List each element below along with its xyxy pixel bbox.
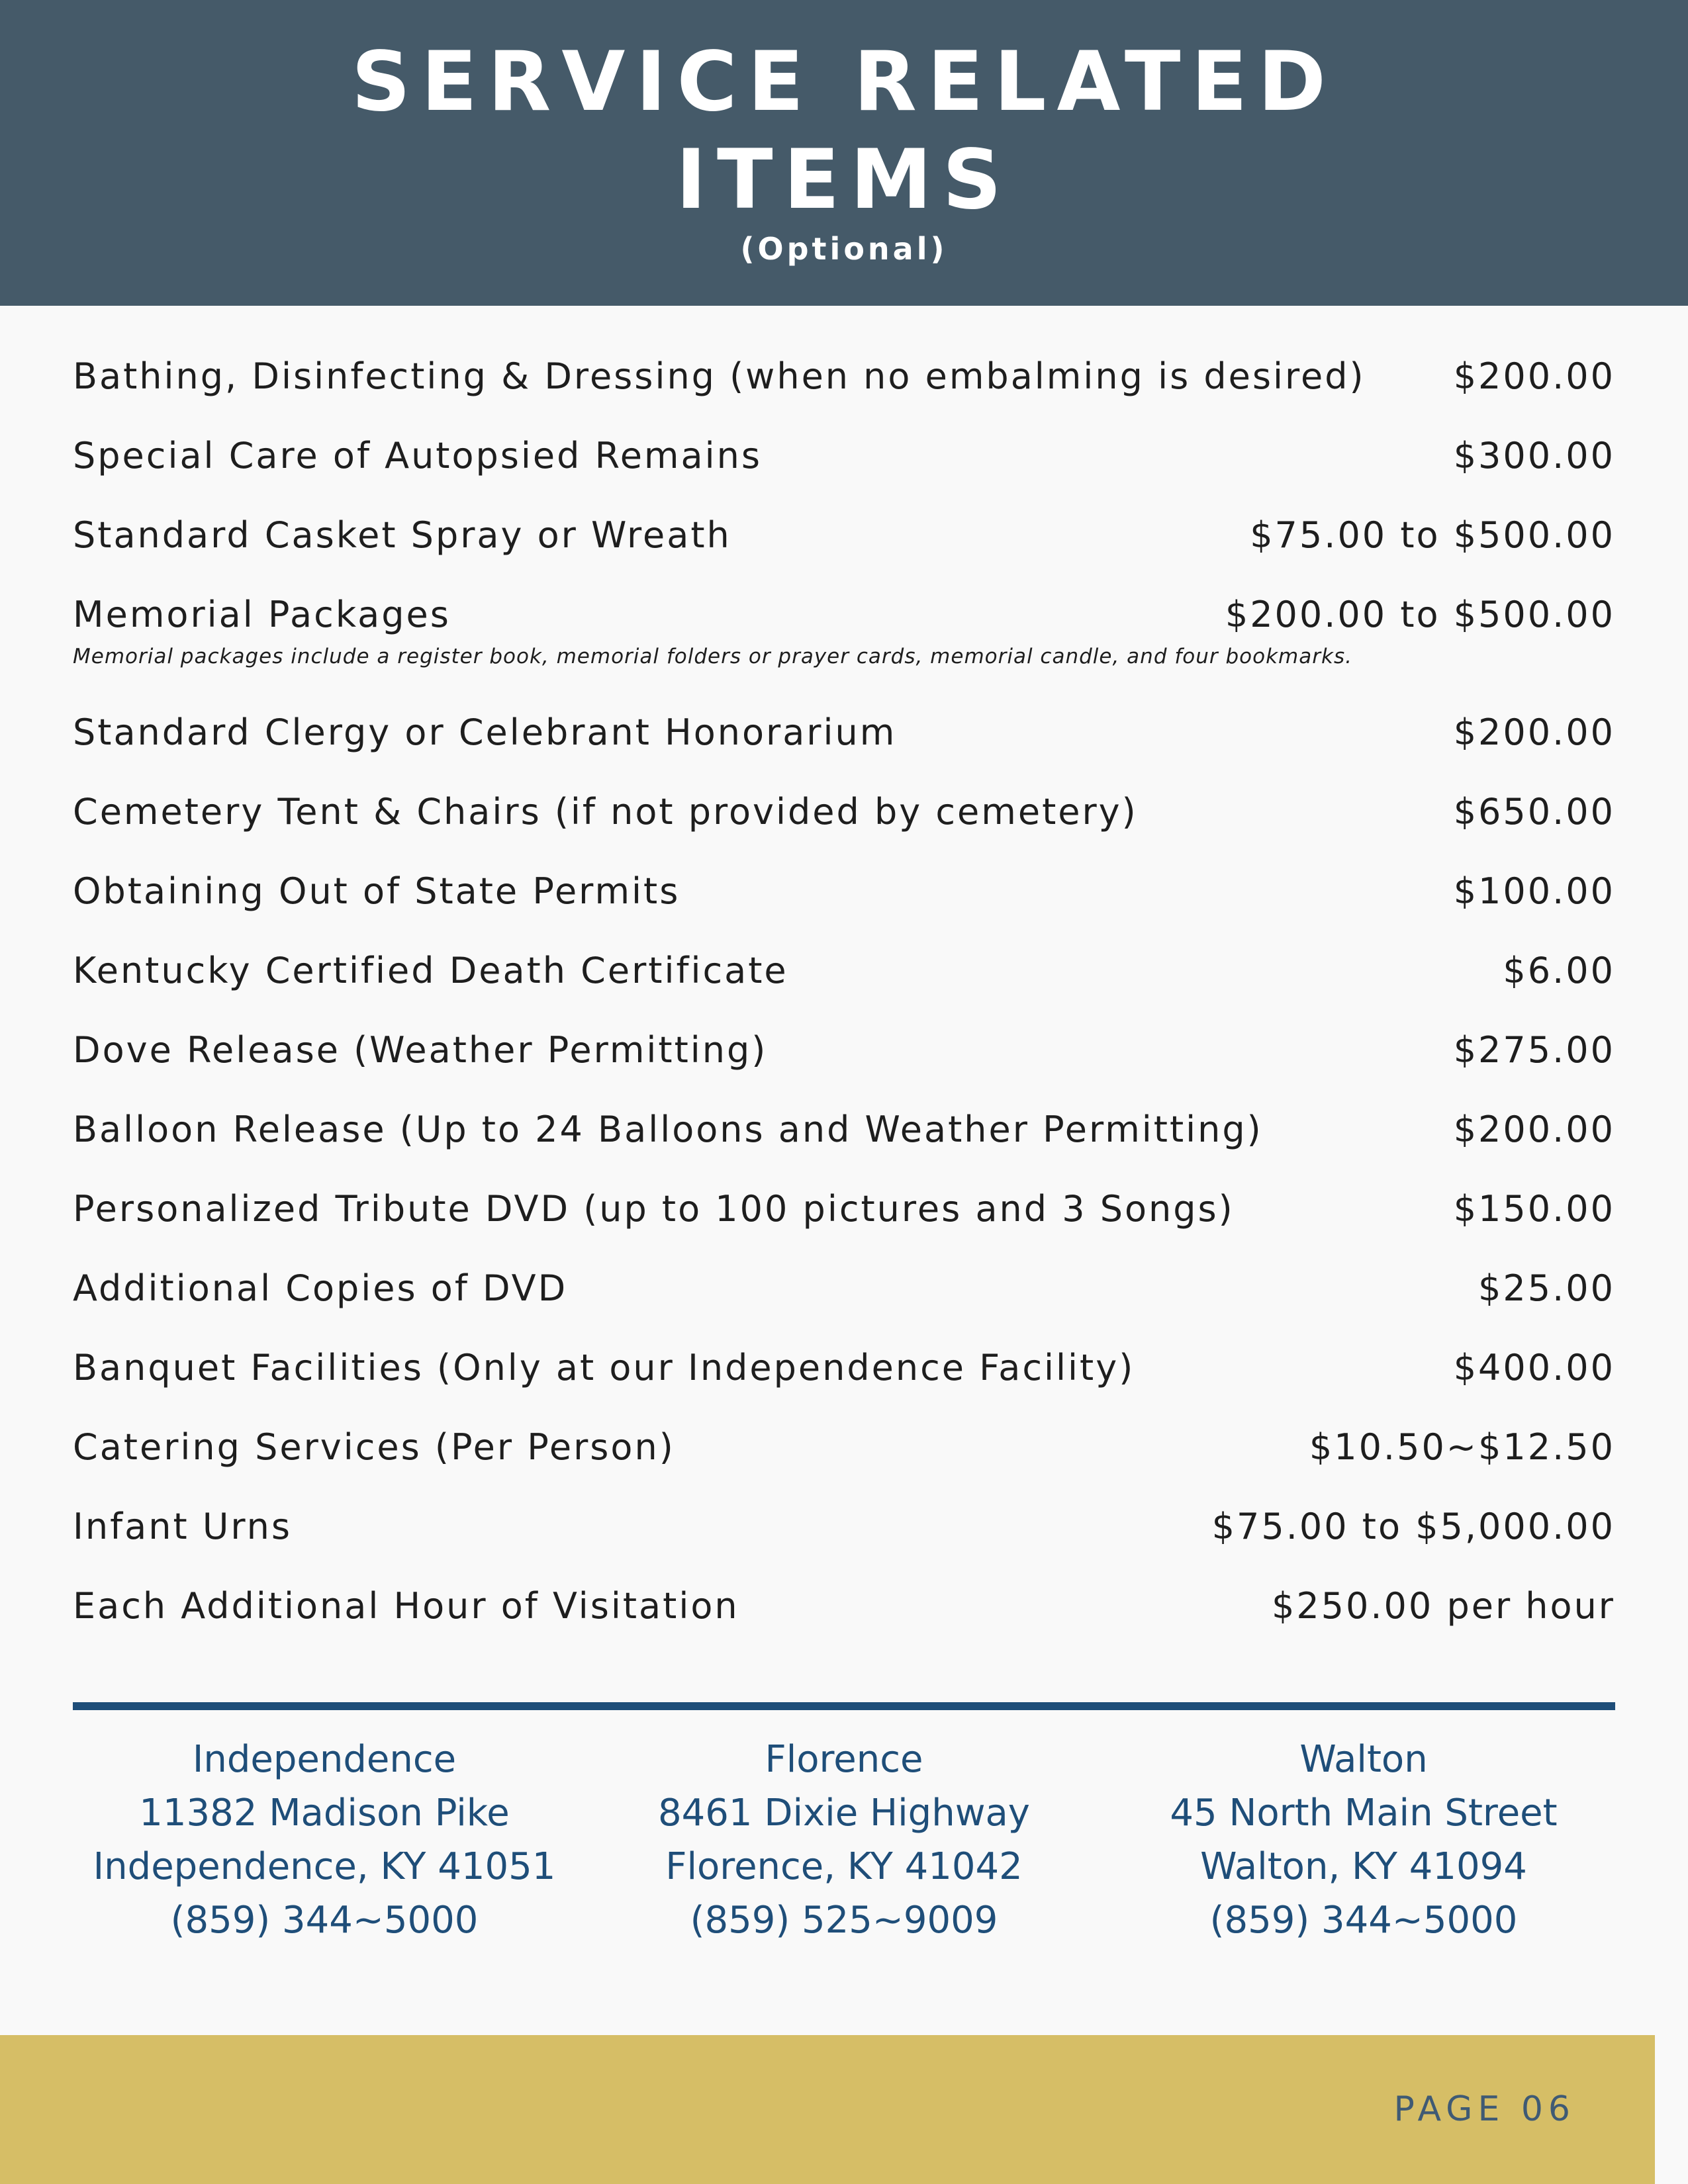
item-name: Catering Services (Per Person) [73, 1426, 675, 1468]
location-name: Walton [1299, 1738, 1428, 1781]
price-row [73, 772, 1615, 851]
item-name: Standard Clergy or Celebrant Honorarium [73, 711, 897, 753]
item-name: Balloon Release (Up to 24 Balloons and Weather Permitting) [73, 1108, 1263, 1150]
page-footer [0, 2035, 1655, 2184]
price-row [73, 1566, 1615, 1645]
price-row [73, 692, 1615, 772]
page-number: PAGE 06 [1393, 2089, 1575, 2129]
item-price: $75.00 to $500.00 [1250, 514, 1615, 556]
location-city: Independence, KY 41051 [93, 1845, 556, 1888]
item-name: Infant Urns [73, 1505, 292, 1547]
item-price: $400.00 [1453, 1346, 1615, 1388]
price-row [73, 1248, 1615, 1328]
page-header [0, 0, 1688, 306]
location-city: Walton, KY 41094 [1200, 1845, 1527, 1888]
location-street: 45 North Main Street [1170, 1792, 1558, 1835]
location-name: Independence [192, 1738, 457, 1781]
page-title-line-1: SERVICE RELATED [351, 34, 1337, 130]
item-price: $75.00 to $5,000.00 [1211, 1505, 1615, 1547]
price-row [73, 1407, 1615, 1486]
location-walton [1112, 1733, 1615, 1947]
item-price: $150.00 [1453, 1187, 1615, 1230]
section-divider [73, 1702, 1615, 1710]
item-name: Cemetery Tent & Chairs (if not provided by cemetery) [73, 790, 1138, 833]
item-price: $650.00 [1453, 790, 1615, 833]
location-phone: (859) 344~5000 [1209, 1899, 1518, 1942]
item-name: Bathing, Disinfecting & Dressing (when no embalming is desired) [73, 355, 1366, 397]
price-row [73, 931, 1615, 1010]
price-row [73, 495, 1615, 574]
item-name: Obtaining Out of State Permits [73, 870, 680, 912]
item-name: Kentucky Certified Death Certificate [73, 949, 788, 991]
location-phone: (859) 344~5000 [170, 1899, 479, 1942]
item-price: $200.00 [1453, 1108, 1615, 1150]
price-row [73, 1328, 1615, 1407]
price-row [73, 336, 1615, 416]
item-price: $200.00 [1453, 355, 1615, 397]
location-phone: (859) 525~9009 [690, 1899, 998, 1942]
item-name: Additional Copies of DVD [73, 1267, 568, 1309]
item-name: Banquet Facilities (Only at our Independence Facility) [73, 1346, 1135, 1388]
price-row [73, 574, 1615, 654]
item-price: $200.00 to $500.00 [1225, 593, 1615, 635]
page-subtitle: (Optional) [740, 231, 948, 267]
location-florence [592, 1733, 1096, 1947]
page-title-line-2: ITEMS [675, 132, 1013, 228]
price-row [73, 1010, 1615, 1089]
item-name: Personalized Tribute DVD (up to 100 pictures and 3 Songs) [73, 1187, 1235, 1230]
price-row [73, 1486, 1615, 1566]
item-price: $200.00 [1453, 711, 1615, 753]
location-street: 8461 Dixie Highway [658, 1792, 1030, 1835]
location-street: 11382 Madison Pike [139, 1792, 510, 1835]
location-name: Florence [765, 1738, 923, 1781]
memorial-package-note: Memorial packages include a register book, memorial folders or prayer cards, memorial candle, and four bookmarks. [73, 645, 1352, 668]
item-price: $250.00 per hour [1271, 1584, 1615, 1627]
location-city: Florence, KY 41042 [665, 1845, 1023, 1888]
item-name: Dove Release (Weather Permitting) [73, 1028, 768, 1071]
locations [73, 1733, 1615, 1947]
location-independence [73, 1733, 576, 1947]
item-name: Each Additional Hour of Visitation [73, 1584, 739, 1627]
item-name: Standard Casket Spray or Wreath [73, 514, 731, 556]
item-price: $25.00 [1478, 1267, 1615, 1309]
price-row [73, 851, 1615, 931]
price-row [73, 1169, 1615, 1248]
item-name: Special Care of Autopsied Remains [73, 434, 762, 477]
item-name: Memorial Packages [73, 593, 451, 635]
item-price: $300.00 [1453, 434, 1615, 477]
item-price: $275.00 [1453, 1028, 1615, 1071]
item-price: $10.50~$12.50 [1309, 1426, 1615, 1468]
price-row [73, 416, 1615, 495]
price-row [73, 1089, 1615, 1169]
item-price: $6.00 [1503, 949, 1615, 991]
price-list [73, 336, 1615, 1645]
item-price: $100.00 [1453, 870, 1615, 912]
